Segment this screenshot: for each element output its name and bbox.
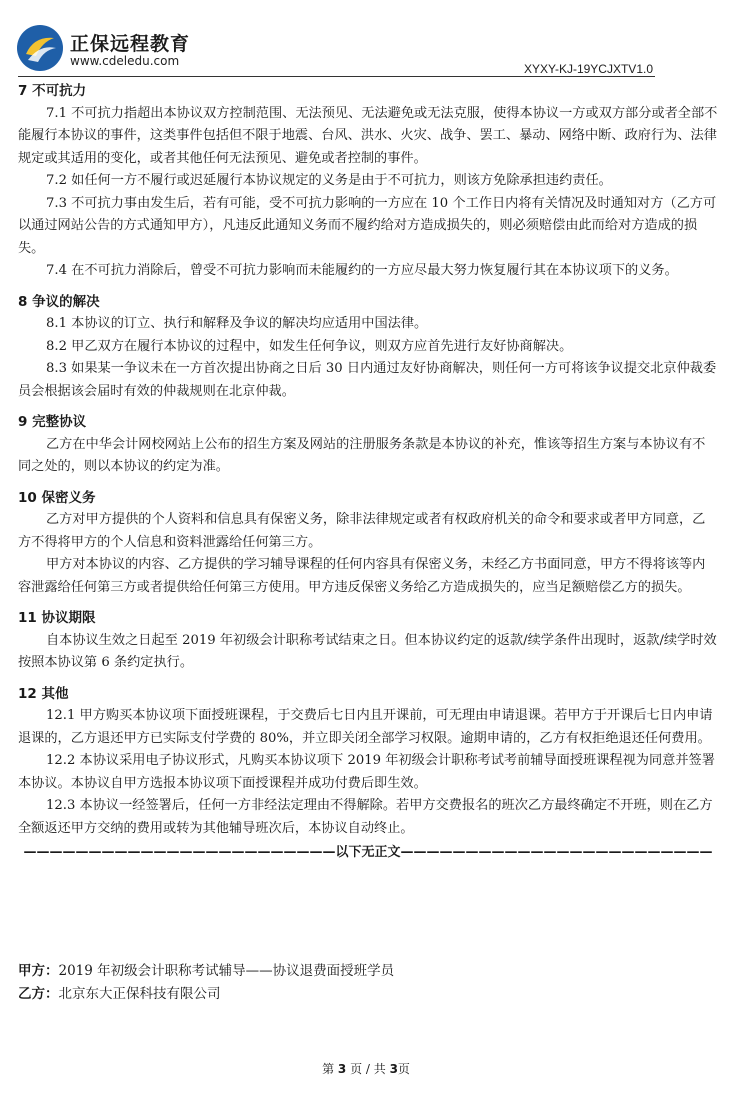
clause: 8.3 如果某一争议未在一方首次提出协商之日后 30 日内通过友好协商解决，则任何一方可将该争议提交北京仲裁委员会根据该会届时有效的仲裁规则在北京仲裁。 <box>18 361 717 399</box>
section-title: 8 争议的解决 <box>18 293 100 310</box>
footer-prefix: 第 <box>322 1062 338 1076</box>
clause: 7.3 不可抗力事由发生后，若有可能，受不可抗力影响的一方应在 10 个工作日内将有关情况及时通知对方（乙方可以通过网站公告的方式通知甲方），凡违反此通知义务而不履约给对方造成损失的，则必须赔偿由此而给对方造成的损失。 <box>18 195 717 256</box>
clause: 12.2 本协议采用电子协议形式，凡购买本协议项下 2019 年初级会计职称考试考前辅导面授班课程视为同意并签署本协议。本协议自甲方选报本协议项下面授课程并成功付费后即生效。 <box>18 753 715 791</box>
clause: 12.3 本协议一经签署后，任何一方非经法定理由不得解除。若甲方交费报名的班次乙方最终确定不开班，则在乙方全额返还甲方交纳的费用或转为其他辅导班次后，本协议自动终止。 <box>18 798 713 836</box>
clause: 7.2 如任何一方不履行或迟延履行本协议规定的义务是由于不可抗力，则该方免除承担违约责任。 <box>46 173 612 188</box>
footer-suffix: 页 <box>397 1062 410 1076</box>
clause: 8.1 本协议的订立、执行和解释及争议的解决均应适用中国法律。 <box>46 316 428 331</box>
section-entire-agreement <box>18 411 718 479</box>
brand-name: 正保远程教育 <box>70 33 191 55</box>
clause: 乙方对甲方提供的个人资料和信息具有保密义务，除非法律规定或者有权政府机关的命令和要求或者甲方同意，乙方不得将甲方的个人信息和资料泄露给任何第三方。 <box>18 512 706 550</box>
clause: 自本协议生效之日起至 2019 年初级会计职称考试结束之日。但本协议约定的返款/续学条件出现时，返款/续学时效按照本协议第 6 条约定执行。 <box>18 632 717 670</box>
section-confidentiality <box>18 487 718 600</box>
section-dispute-resolution <box>18 291 718 404</box>
party-b-name: 北京东大正保科技有限公司 <box>58 986 221 1002</box>
clause: 8.2 甲乙双方在履行本协议的过程中，如发生任何争议，则双方应首先进行友好协商解决。 <box>46 338 573 354</box>
section-miscellaneous <box>18 683 718 841</box>
party-b-row <box>18 983 394 1006</box>
page-footer <box>0 1060 732 1077</box>
section-force-majeure <box>18 80 718 283</box>
signatory-block <box>18 960 394 1006</box>
end-of-text-line: ————————————————————————以下无正文———————————————————————— <box>23 845 713 860</box>
clause: 7.4 在不可抗力消除后，曾受不可抗力影响而未能履约的一方应尽最大努力恢复履行其在本协议项下的义务。 <box>46 263 678 278</box>
footer-middle: 页 / 共 <box>346 1062 390 1076</box>
header-divider <box>18 76 655 77</box>
current-page: 3 <box>337 1062 347 1076</box>
document-code: XYXY-KJ-19YCJXTV1.0 <box>524 62 653 76</box>
section-title: 11 协议期限 <box>18 610 96 626</box>
clause: 12.1 甲方购买本协议项下面授班课程，于交费后七日内且开课前，可无理由申请退课。若甲方于开课后七日内申请退课的，乙方退还甲方已实际支付学费的 80%，并立即关闭全部学习权限。逾期申请的，乙方有权拒绝退还任何费用。 <box>18 708 713 746</box>
total-pages: 3 <box>389 1062 398 1076</box>
section-title: 7 不可抗力 <box>18 83 87 99</box>
clause: 甲方对本协议的内容、乙方提供的学习辅导课程的任何内容具有保密义务，未经乙方书面同意，甲方不得将该等内容泄露给任何第三方或者提供给任何第三方使用。甲方违反保密义务给乙方造成损失的，应当足额赔偿乙方的损失。 <box>18 557 706 595</box>
section-term <box>18 607 718 675</box>
section-title: 12 其他 <box>18 685 69 702</box>
clause: 7.1 不可抗力指超出本协议双方控制范围、无法预见、无法避免或无法克服，使得本协议一方或双方部分或者全部不能履行本协议的事件，这类事件包括但不限于地震、台风、洪水、火灾、战争、罢工、暴动、网络中断、政府行为、法律规定或其适用的变化，或者其他任何无法预见、避免或者控制的事件。 <box>18 105 718 166</box>
party-a-row <box>18 960 394 983</box>
section-title: 10 保密义务 <box>18 489 96 506</box>
section-title: 9 完整协议 <box>18 414 87 430</box>
site-url: www.cdeledu.com <box>70 54 180 68</box>
page-header <box>0 0 732 78</box>
party-a-name: 2019 年初级会计职称考试辅导——协议退费面授班学员 <box>58 963 395 979</box>
document-body <box>18 80 718 865</box>
party-a-label: 甲方： <box>18 963 59 979</box>
clause: 乙方在中华会计网校网站上公布的招生方案及网站的注册服务条款是本协议的补充，惟该等招生方案与本协议有不同之处的，则以本协议的约定为准。 <box>18 436 706 474</box>
cdel-logo-icon <box>16 24 64 72</box>
party-b-label: 乙方： <box>18 986 59 1002</box>
